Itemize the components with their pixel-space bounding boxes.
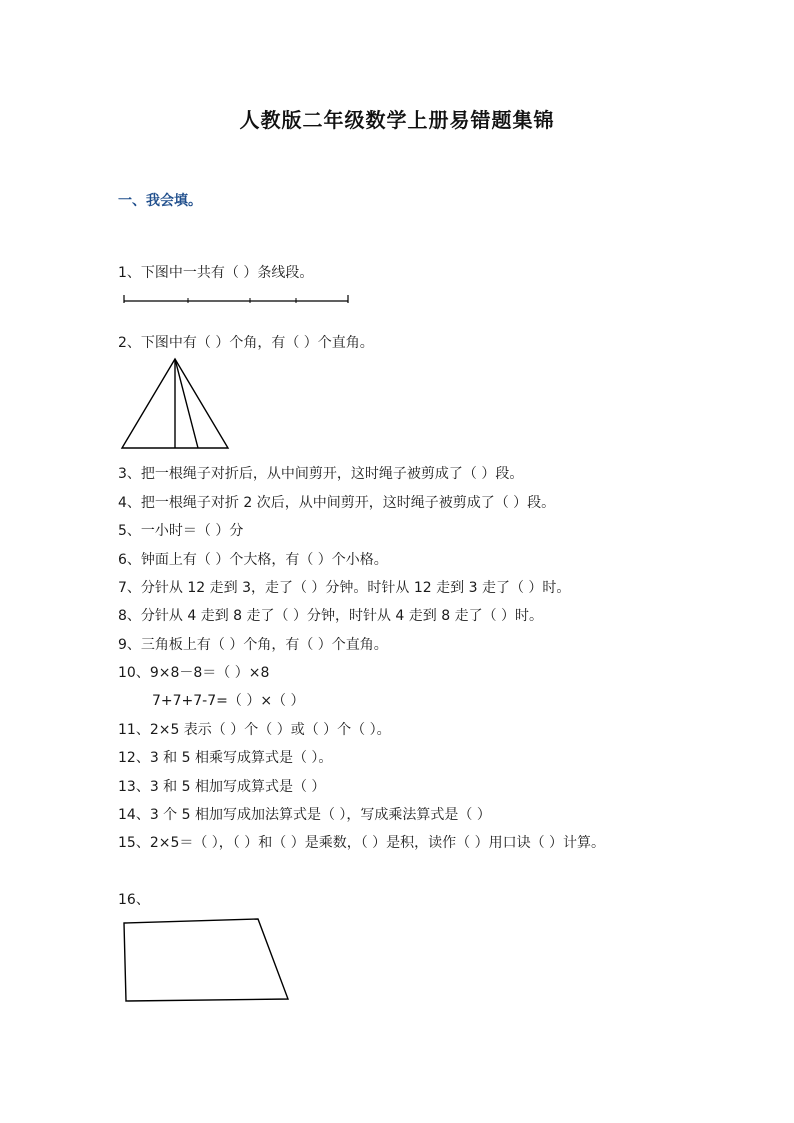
question-16: 16、: [118, 892, 150, 908]
question-11: 11、2×5 表示（ ）个（ ）或（ ）个（ ）。: [118, 722, 391, 738]
question-14: 14、3 个 5 相加写成加法算式是（ ），写成乘法算式是（ ）: [118, 807, 491, 823]
question-7: 7、分针从 12 走到 3，走了（ ）分钟。时针从 12 走到 3 走了（ ）时。: [118, 580, 571, 596]
quadrilateral-figure: [120, 915, 294, 1005]
question-3: 3、把一根绳子对折后，从中间剪开，这时绳子被剪成了（ ）段。: [118, 466, 524, 482]
question-15: 15、2×5＝（ ），（ ）和（ ）是乘数，（ ）是积，读作（ ）用口诀（ ）计算。: [118, 835, 606, 851]
question-6: 6、钟面上有（ ）个大格，有（ ）个小格。: [118, 552, 388, 568]
triangle-angles-figure: [118, 356, 232, 452]
triangle-inner-line-2: [175, 359, 198, 448]
question-1: 1、下图中一共有（ ）条线段。: [118, 265, 314, 281]
page-title: 人教版二年级数学上册易错题集锦: [239, 108, 555, 132]
question-2: 2、下图中有（ ）个角，有（ ）个直角。: [118, 335, 374, 351]
question-4: 4、把一根绳子对折 2 次后，从中间剪开，这时绳子被剪成了（ ）段。: [118, 495, 556, 511]
question-9: 9、三角板上有（ ）个角，有（ ）个直角。: [118, 637, 388, 653]
quadrilateral-outline: [124, 919, 288, 1001]
question-10-part-2: 7+7+7-7=（ ）×（ ）: [152, 693, 305, 709]
line-segment-figure: [120, 292, 352, 308]
question-13: 13、3 和 5 相加写成算式是（ ）: [118, 779, 326, 795]
question-5: 5、一小时＝（ ）分: [118, 523, 244, 539]
question-10: 10、9×8－8＝（ ）×8: [118, 665, 270, 681]
question-12: 12、3 和 5 相乘写成算式是（ ）。: [118, 750, 333, 766]
question-8: 8、分针从 4 走到 8 走了（ ）分钟，时针从 4 走到 8 走了（ ）时。: [118, 608, 544, 624]
section-heading: 一、我会填。: [118, 193, 202, 209]
